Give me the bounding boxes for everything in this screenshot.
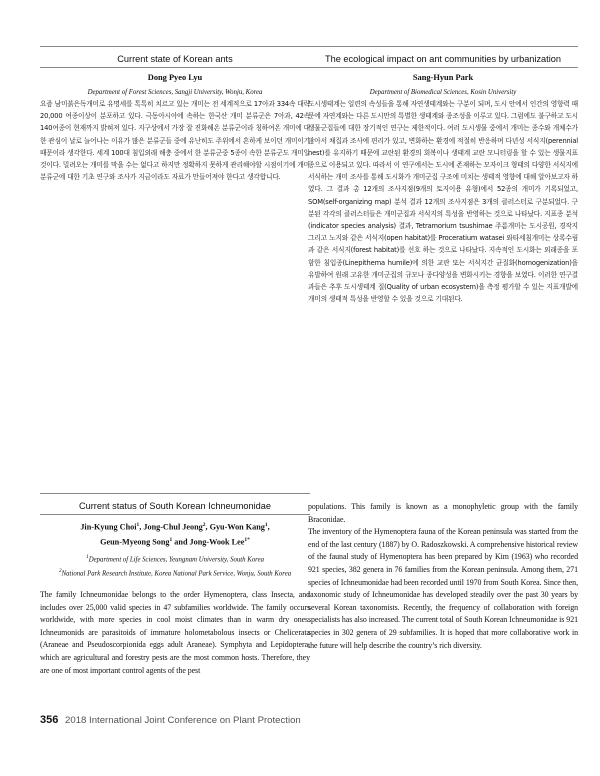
author-sep: , [205, 522, 210, 532]
author-sep: , [267, 522, 270, 532]
author-sup: 2 [202, 522, 206, 528]
author-sep: and [172, 537, 190, 547]
affil-sup: 1 [85, 554, 89, 561]
article-author: Sang-Hyun Park [412, 73, 474, 82]
article-urbanization [308, 46, 578, 305]
article-authors [40, 519, 310, 548]
article-body-right-2: The inventory of the Hymenoptera fauna of the Korean peninsula was started from the end of the last century (1887) by O. Radoszkowski. A comprehensive historical review of the faunal study of Hymenoptera has been prepared by Kim (1963) who recorded 921 species, 382 genera in 76 families from the Korean peninsula. Among them, 271 species of Ichneumonidae had been recorded until 1970 from South Korea. Since then, taxonomic study of Ichneumonidae has developed steadily over the past 30 years by several Korean taxonomists. Recently, the frequency of collaboration with foreign specialists has also increased. The current total of South Korean Ichneumonidae is 921 species in 302 genera of 29 subfamilies. It is hoped that more collaborative work in the future will help describe the country’s rich diversity. [308, 527, 578, 650]
author-name: Jong-Wook Lee [189, 537, 245, 547]
author-sup: 1 [264, 522, 268, 528]
author-name: Gyu-Won Kang [209, 522, 265, 532]
affil-text: Department of Life Sciences, Yeungnam University, South Korea [88, 556, 264, 564]
article-affiliations [40, 552, 310, 579]
article-title: Current state of Korean ants [40, 47, 310, 68]
article-title: The ecological impact on ant communities by urbanization [308, 47, 578, 68]
author-name: Jong-Chul Jeong [143, 522, 203, 532]
author-name: Geun-Myeong Song [100, 537, 170, 547]
article-title: Current status of South Korean Ichneumonidae [40, 494, 310, 515]
author-sup: 1 [136, 522, 140, 528]
article-korean-ants [40, 46, 310, 183]
article-affiliation: Department of Biomedical Sciences, Kosin University [369, 89, 517, 96]
page-number: 356 [40, 714, 59, 726]
conference-name: 2018 International Joint Conference on Plant Protection [65, 715, 301, 726]
article-abstract: 요즘 남미붉은독개미로 유명세를 톡톡히 치르고 있는 개미는 전 세계적으로 17아과 334속 대략 20,000 여종이상이 분포하고 있다. 극동아시아에 속하는 한국산 개미 분류군은 7아과, 42속 140여종이 현재까지 밝혀져 있다. 지구상에서 가장 잘 진화해온 분류군이라 칭하여온 개미에 대한 관심이 날로 늘어나는 이유가 많은 분류군들 중에 유난히도 주위에서 흔하게 보이던 개미이기 때문이라 생각한다. 세계 100대 침입외래 해충 중에서 한 분류군중 5종이 속한 분류군도 개미일 것이다. 밀려오는 개미를 막을 수는 없다고 하지만 정확하지 못하게 관리해야할 시점이기에 개미분류군에 대한 기초 연구와 조사가 지금이라도 자료가 만들어져야 한다고 생각합니다. [40, 100, 310, 182]
affil-sup: 2 [58, 567, 62, 574]
author-sup: 1* [244, 536, 250, 543]
author-sep: , [139, 522, 144, 532]
article-body-right-1: populations. This family is known as a monophyletic group with the family Braconidae. [308, 502, 578, 524]
article-author: Dong Pyeo Lyu [147, 73, 203, 82]
article-affiliation: Department of Forest Sciences, Sangji University, Wonju, Korea [87, 89, 263, 96]
author-sup: 1 [169, 536, 173, 543]
article-ichneumonidae [40, 493, 310, 677]
affil-text: National Park Research Institute, Korea National Park Service, Wonju, South Korea [61, 570, 292, 577]
article-body-left: The family Ichneumonidae belongs to the order Hymenoptera, class Insecta, and includes over 25,000 valid species in 47 subfamilies worldwide. The family occurs worldwide, with more species in cool moist climates than in warm dry ones. Ichneumonids are parasitoids of immature holometabolous insects or Chelicerata (Araneae and Pseudoscorpionida eggs adult Araneae). Symphyta and Lepidoptera, which are agricultural and forestry pests are the most common hosts. Therefore, they are one of most important control agents of the pest [40, 590, 310, 675]
article-ichneumonidae-continued [308, 501, 578, 652]
page-footer [40, 714, 301, 726]
article-abstract: 도시생태계는 일련의 속성들을 통해 자연생태계와는 구분이 되며, 도시 안에서 인간의 영향력 때문에 자연계와는 다른 도시만의 특별한 생태계와 종조성을 이루고 있다. 그럼에도 불구하고 도시생물군집들에 대한 장기적인 연구는 제한적이다. 여러 도시생물 중에서 개미는 종수와 개체수가 많아서 채집과 조사에 편리가 있고, 변화하는 환경에 적절히 반응하며 다년성 서식지(perennial nest)를 유지하기 때문에 교란된 환경의 회복이나 생태계 교란 모니터링을 할 수 있는 생물지표종으로 이용되고 있다. 따라서 이 연구에서는 도시에 존재하는 모자이크 형태의 다양한 서식지에 서식하는 개미 조사를 통해 도시화가 개미군집 구조에 미치는 생태적 영향에 대해 알아보고자 하였다. 그 결과 총 12개의 조사지점(9개의 토지이용 유형)에서 52종의 개미가 기록되었고, SOM(self-organizing map) 분석 결과 12개의 조사지점은 3개의 클러스터로 구분되었다. 구분된 각각의 클러스터들은 개미군집과 서식지의 특성을 반영하는 것으로 나타났다. 지표종 분석(indicator species analysis) 결과, Tetramorium tsushimae 주름개미는 도시공원, 경작지 그리고 노지와 같은 서식지(open habitat)를 Proceratium watasei 와타세침개미는 상록수림과 같은 서식지(forest habitat)를 선호 하는 것으로 나타났다. 지속적인 도시화는 외래종을 포함한 침입종(Linepithema humile)에 의한 교란 또는 서식지간 균질화(homogenization)을 유발하여 원래 고유한 개미군집의 규모나 종다양성을 변화시키는 경향을 보였다. 이러한 연구결과들은 추후 도시생태계 질(Quality of urban ecosystem)을 측정 평가할 수 있는 지표개발에 개미의 생태적 특성을 반영할 수 있을 것으로 기대된다. [308, 100, 578, 304]
author-name: Jin-Kyung Choi [80, 522, 137, 532]
